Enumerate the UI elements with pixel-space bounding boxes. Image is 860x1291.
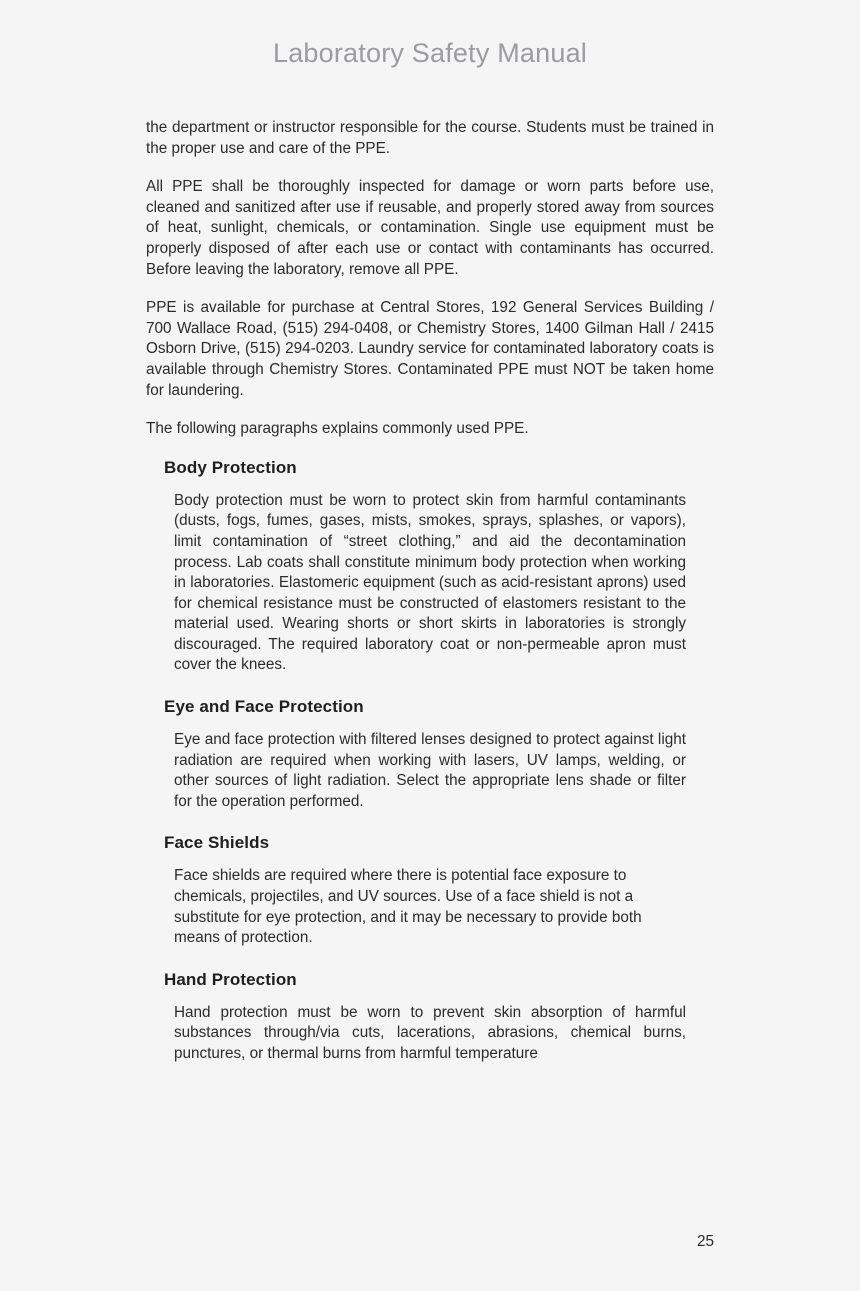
paragraph-face-shields: Face shields are required where there is potential face exposure to chemicals, projectiles, and UV sources. Use of a face shield is not a substitute for eye protection, and it may be necessary to provide both means of protection. xyxy=(174,867,642,947)
section-hand-protection xyxy=(146,969,714,1065)
section-face-shields xyxy=(146,832,714,948)
heading-hand-protection: Hand Protection xyxy=(164,969,297,989)
heading-eye-and-face-protection: Eye and Face Protection xyxy=(164,697,364,717)
section-eye-and-face-protection xyxy=(146,696,714,812)
paragraph-following-lead-in: The following paragraphs explains commonly used PPE. xyxy=(146,420,529,438)
paragraph-ppe-purchase: PPE is available for purchase at Central Stores, 192 General Services Building / 700 Wallace Road, (515) 294-0408, or Chemistry Stores, 1400 Gilman Hall / 2415 Osborn Drive, (515) 294-0203. Laundry service for contaminated laboratory coats is available through Chemistry Stores. Contaminated PPE must NOT be taken home for laundering. xyxy=(146,299,714,399)
paragraph-eye-and-face-protection: Eye and face protection with filtered lenses designed to protect against light radiation are required when working with lasers, UV lamps, welding, or other sources of light radiation. Select the appropriate lens shade or filter for the operation performed. xyxy=(174,731,686,810)
paragraph-continuation: the department or instructor responsible for the course. Students must be trained in the proper use and care of the PPE. xyxy=(146,119,714,157)
document-title: Laboratory Safety Manual xyxy=(273,38,587,68)
section-body-protection xyxy=(146,457,714,676)
paragraph-ppe-inspection: All PPE shall be thoroughly inspected for damage or worn parts before use, cleaned and sanitized after use if reusable, and properly stored away from sources of heat, sunlight, chemicals, or contamination. Single use equipment must be properly disposed of after each use or contact with contaminants has occurred. Before leaving the laboratory, remove all PPE. xyxy=(146,178,714,278)
page-number: 25 xyxy=(696,1233,714,1250)
paragraph-body-protection: Body protection must be worn to protect skin from harmful contaminants (dusts, fogs, fumes, gases, mists, smokes, sprays, splashes, or vapors), limit contamination of “street clothing,” and aid the decontamination process. Lab coats shall constitute minimum body protection when working in laboratories. Elastomeric equipment (such as acid-resistant aprons) used for chemical resistance must be constructed of elastomers resistant to the material used. Wearing shorts or short skirts in laboratories is strongly discouraged. The required laboratory coat or non-permeable apron must cover the knees. xyxy=(174,491,686,674)
page-content xyxy=(146,118,714,1085)
heading-body-protection: Body Protection xyxy=(164,457,297,477)
paragraph-hand-protection: Hand protection must be worn to prevent skin absorption of harmful substances through/via cuts, lacerations, abrasions, chemical burns, punctures, or thermal burns from harmful temperature xyxy=(174,1003,686,1062)
heading-face-shields: Face Shields xyxy=(164,833,270,853)
